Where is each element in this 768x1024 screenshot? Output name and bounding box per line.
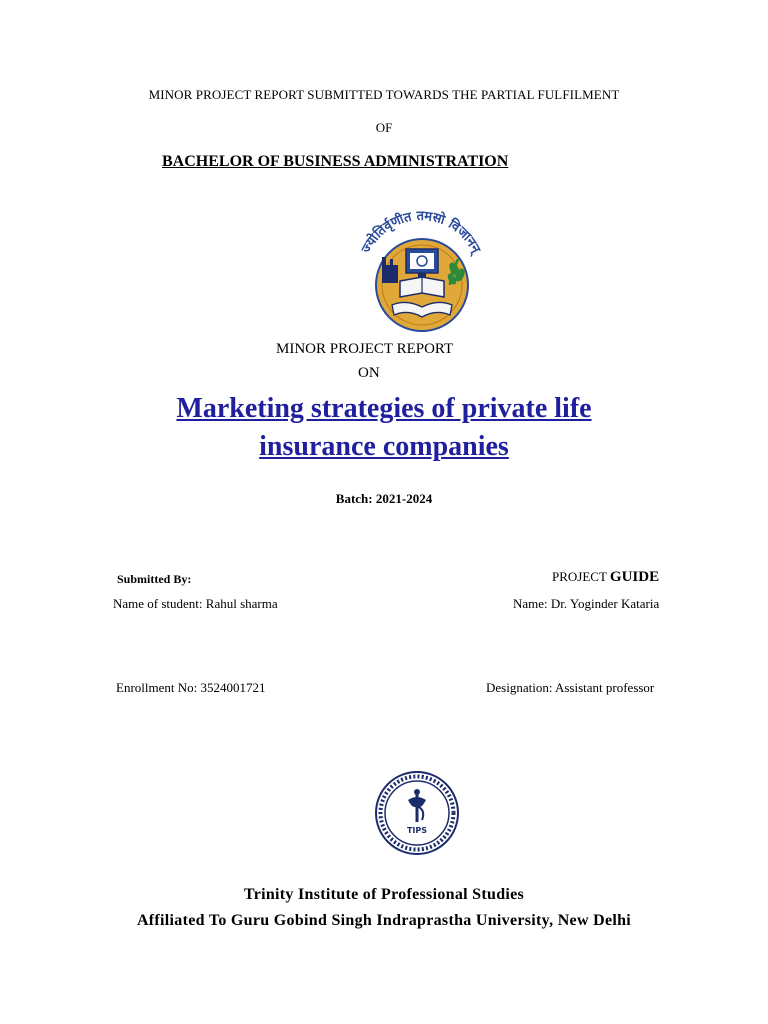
tips-abbr: TIPS <box>406 826 428 835</box>
report-label: MINOR PROJECT REPORT <box>276 341 454 357</box>
project-guide-label-part1: PROJECT <box>552 569 610 584</box>
guide-name: Name: Dr. Yoginder Kataria <box>513 596 660 611</box>
emblem-motto: ज्योतिर्वृणीत तमसो विजानन् <box>359 208 483 256</box>
guide-designation: Designation: Assistant professor <box>486 680 655 695</box>
tips-emblem-icon <box>374 770 460 856</box>
project-guide-label-part2: GUIDE <box>609 569 660 585</box>
project-guide-label <box>552 569 659 586</box>
affiliation-text: Affiliated To Guru Gobind Singh Indraprastha University, New Delhi <box>136 912 632 929</box>
report-title-line2: insurance companies <box>259 431 509 462</box>
institute-name: Trinity Institute of Professional Studies <box>243 886 525 903</box>
university-emblem-icon <box>346 207 496 332</box>
report-title-line1: Marketing strategies of private life <box>176 393 592 424</box>
submission-statement: MINOR PROJECT REPORT SUBMITTED TOWARDS THE PARTIAL FULFILMENT <box>148 87 620 102</box>
enrollment-number: Enrollment No: 3524001721 <box>116 680 266 695</box>
on-text: ON <box>358 365 380 381</box>
of-text: OF <box>375 120 393 135</box>
submitted-by-label: Submitted By: <box>117 572 192 586</box>
report-title <box>0 390 768 466</box>
degree-title: BACHELOR OF BUSINESS ADMINISTRATION <box>162 153 509 170</box>
student-name: Name of student: Rahul sharma <box>113 596 278 611</box>
batch-text: Batch: 2021-2024 <box>335 491 433 506</box>
